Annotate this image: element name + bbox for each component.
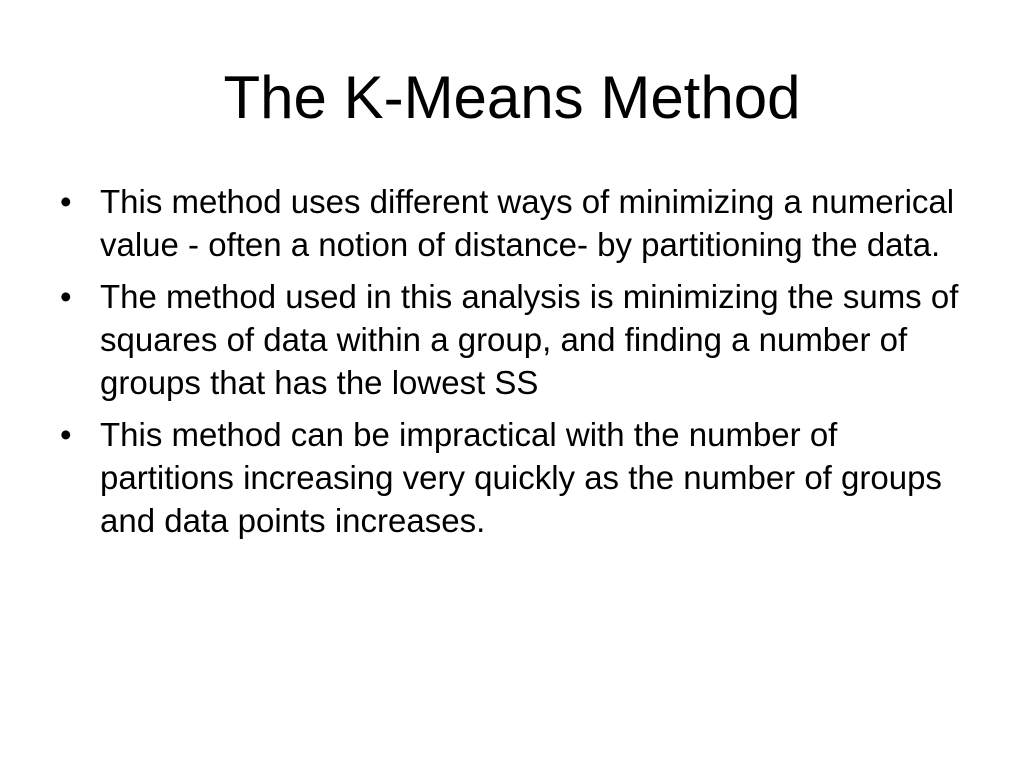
bullet-list [60, 180, 970, 551]
bullet-text: This method uses different ways of minimizing a numerical value - often a notion of distance- by partitioning the data. [100, 183, 955, 263]
bullet-item [60, 275, 970, 404]
bullet-icon: • [60, 278, 72, 315]
bullet-item [60, 180, 970, 266]
bullet-icon: • [60, 416, 72, 453]
slide-title: The K-Means Method [223, 64, 801, 131]
bullet-item [60, 413, 970, 542]
bullet-icon: • [60, 183, 72, 220]
bullet-text: This method can be impractical with the number of partitions increasing very quickly as the number of groups and data points increases. [100, 416, 942, 539]
bullet-text: The method used in this analysis is minimizing the sums of squares of data within a group, and finding a number of groups that has the lowest SS [100, 278, 959, 401]
